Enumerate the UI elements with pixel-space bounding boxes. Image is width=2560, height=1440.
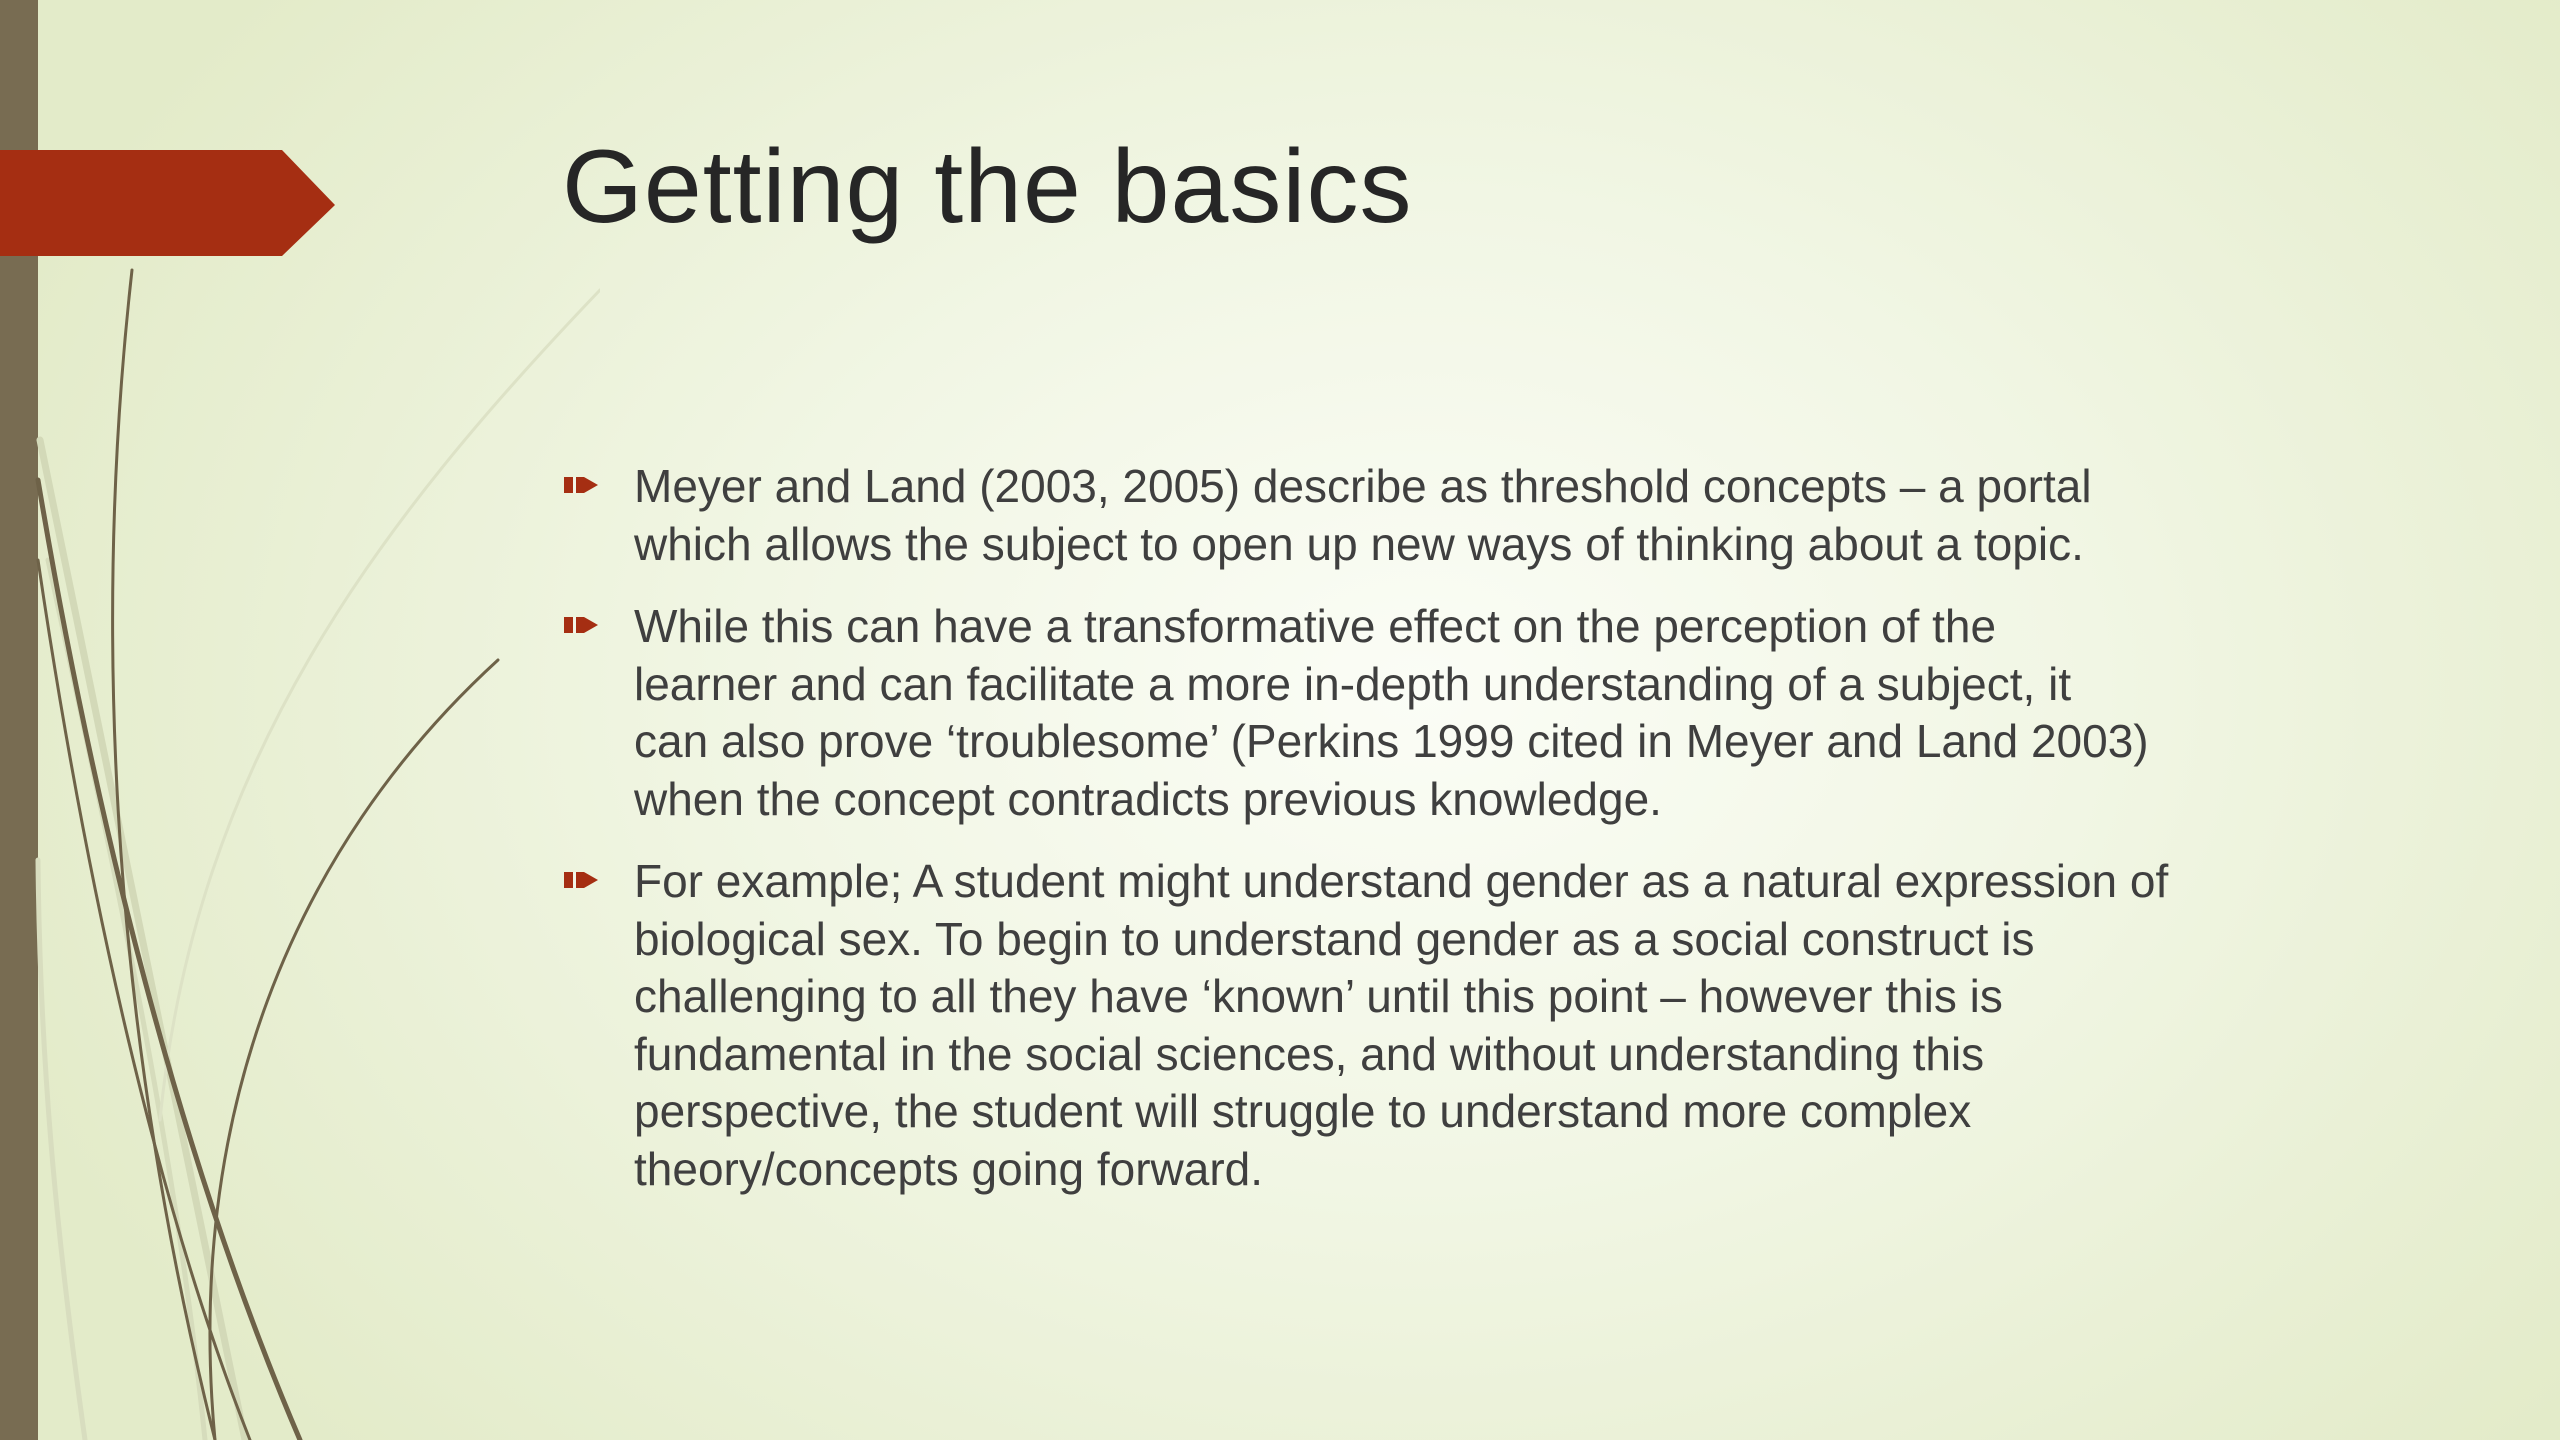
- bullet-line: biological sex. To begin to understand gender as a social construct is: [634, 912, 2035, 965]
- bullet-item: [562, 853, 2462, 1198]
- bullet-line: challenging to all they have ‘known’ until this point – however this is: [634, 970, 2003, 1022]
- bullet-line: when the concept contradicts previous knowledge.: [634, 772, 1662, 825]
- bullet-line: For example; A student might understand gender as a natural expression of: [634, 855, 2169, 907]
- bullet-item: [562, 458, 2462, 573]
- bullet-line: theory/concepts going forward.: [634, 1142, 1264, 1195]
- bullet-line: Meyer and Land (2003, 2005) describe as threshold concepts – a portal: [634, 460, 2092, 512]
- bullet-line: fundamental in the social sciences, and without understanding this: [634, 1027, 1985, 1080]
- bullet-line: can also prove ‘troublesome’ (Perkins 1999 cited in Meyer and Land 2003): [634, 715, 2149, 767]
- bullet-line: perspective, the student will struggle to understand more complex: [634, 1085, 1972, 1137]
- arrow-bullet-icon: [564, 613, 600, 637]
- bullet-line: which allows the subject to open up new ways of thinking about a topic.: [634, 517, 2084, 570]
- arrow-bullet-icon: [564, 868, 600, 892]
- title-arrow-icon: [0, 150, 340, 260]
- bullet-line: learner and can facilitate a more in-depth understanding of a subject, it: [634, 657, 2072, 710]
- bullet-list: [562, 458, 2462, 1223]
- arrow-bullet-icon: [564, 473, 600, 497]
- slide-title: Getting the basics: [562, 129, 1413, 245]
- bullet-line: While this can have a transformative effect on the perception of the: [634, 600, 1997, 652]
- bullet-item: [562, 598, 2462, 828]
